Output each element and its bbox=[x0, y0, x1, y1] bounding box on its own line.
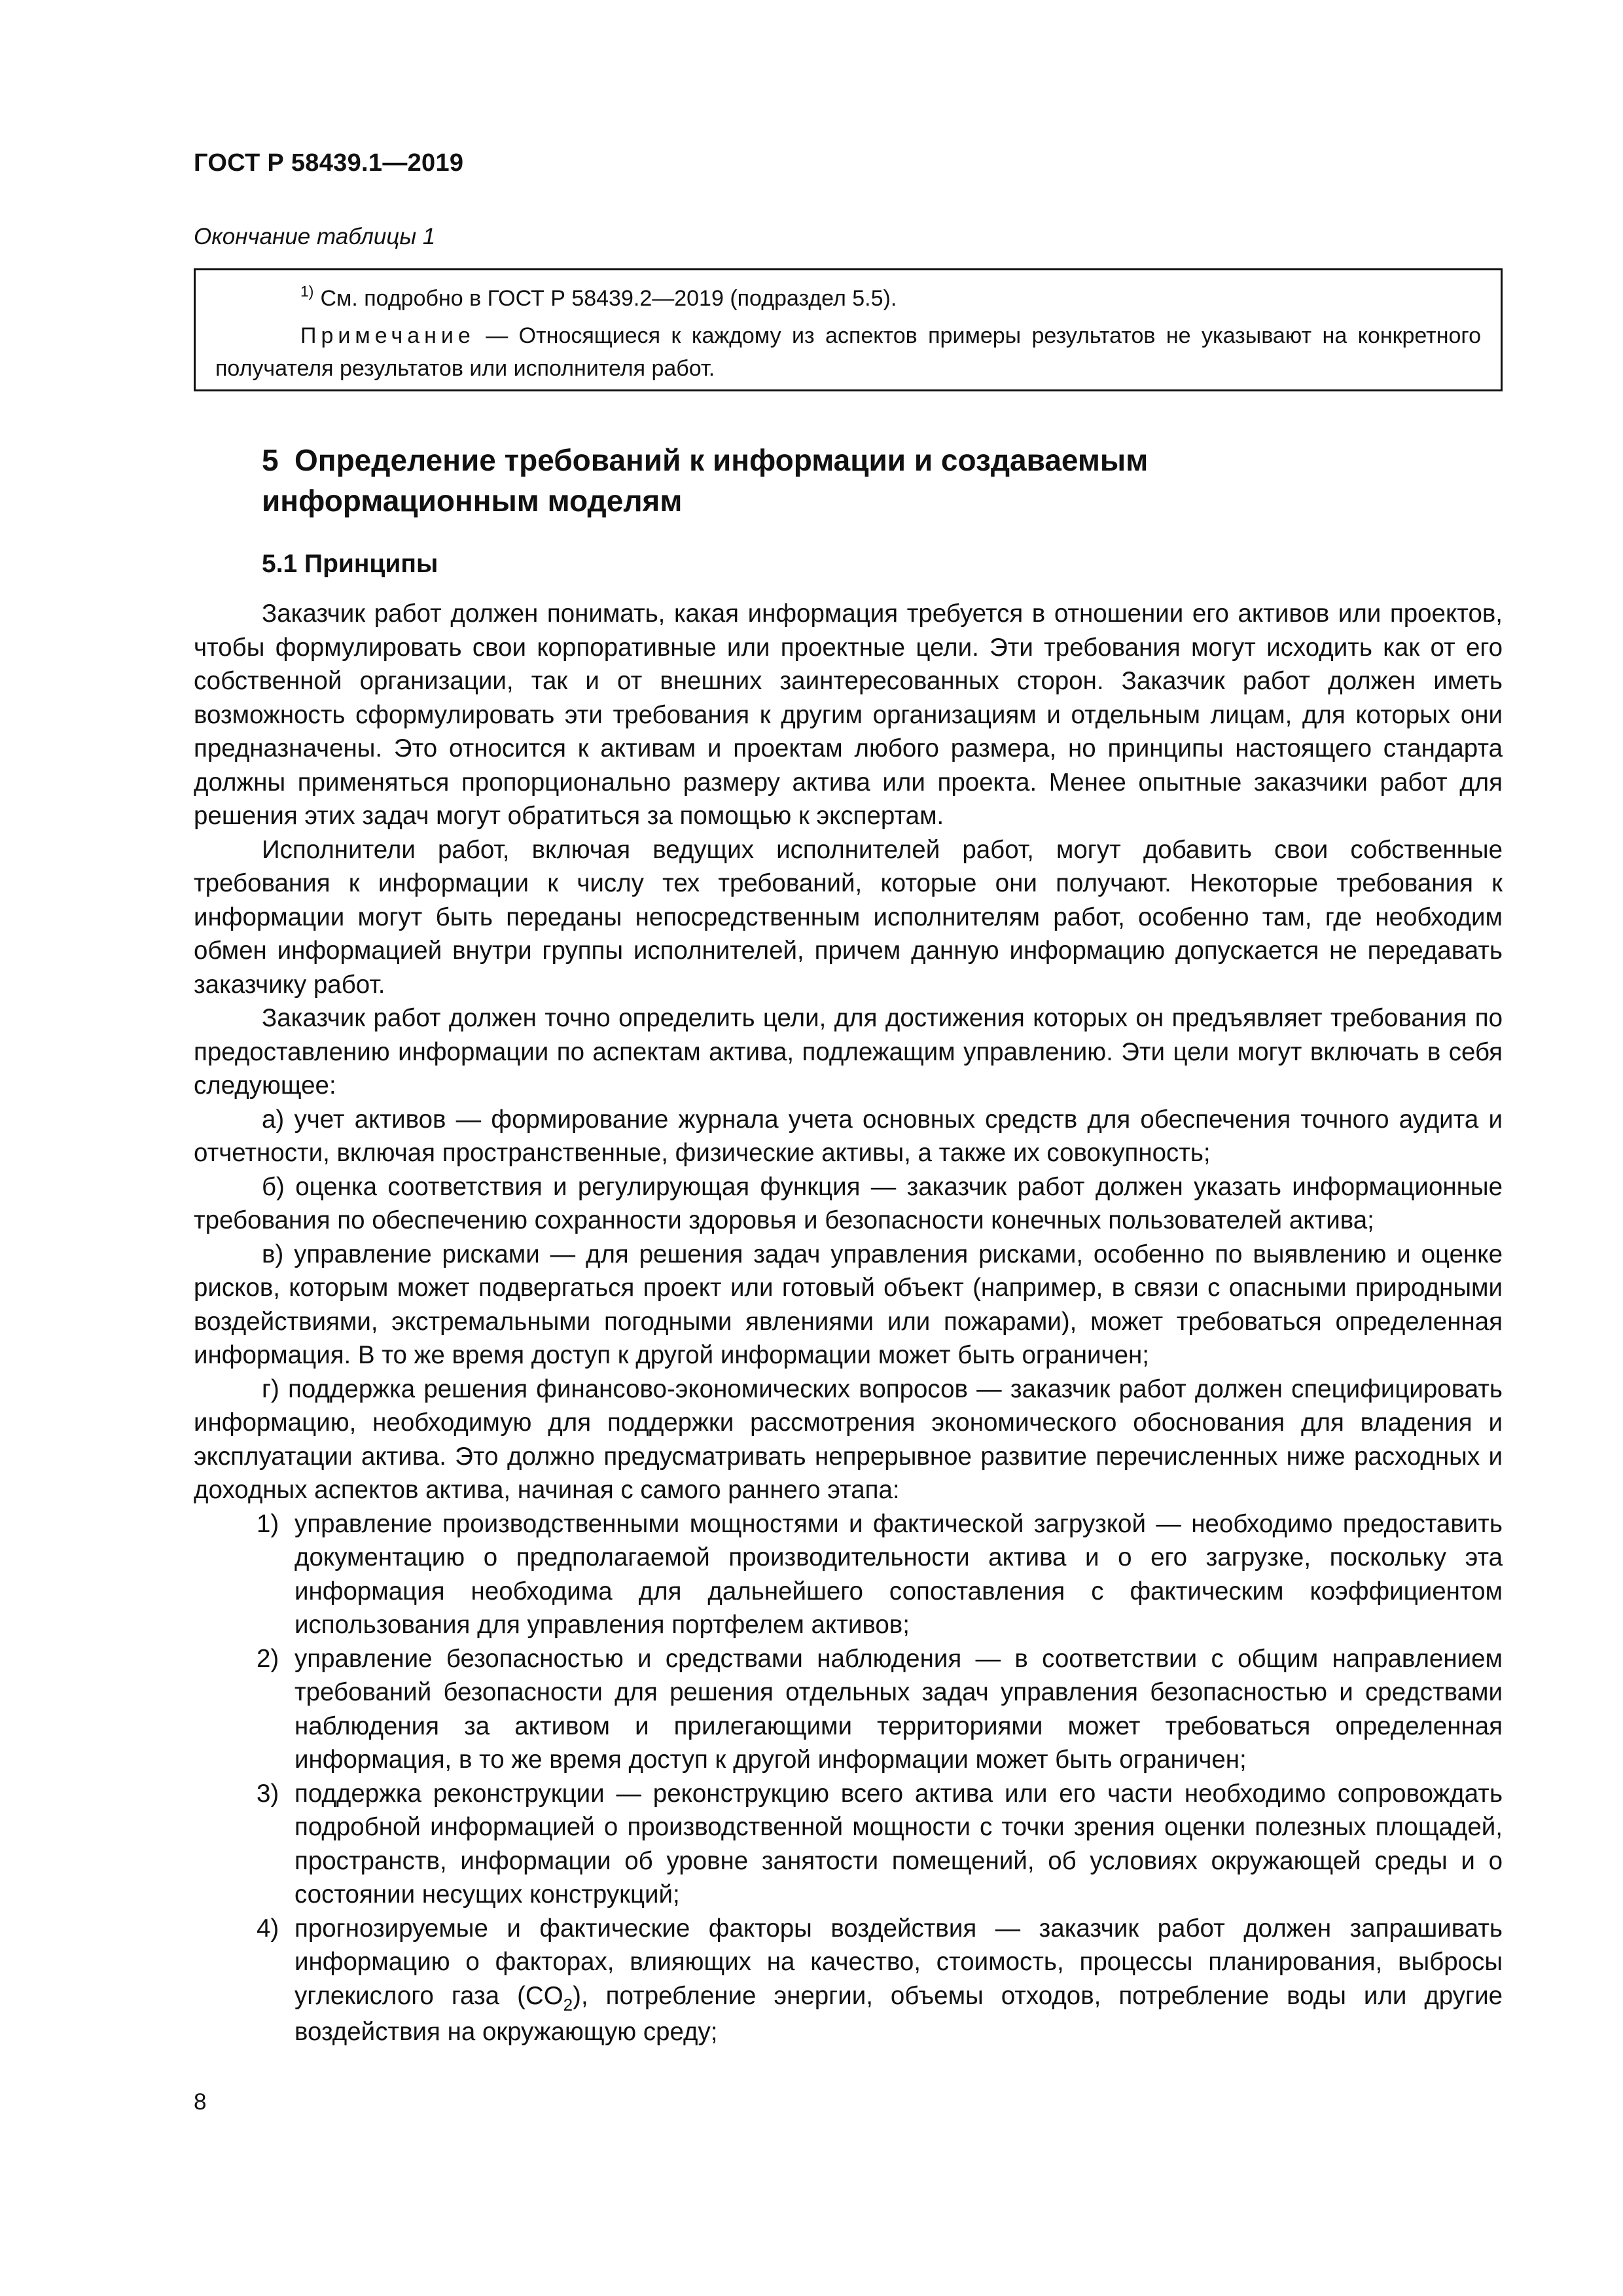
list-item-number: 3) bbox=[257, 1779, 279, 1808]
list-item-number: 2) bbox=[257, 1644, 279, 1673]
list-item bbox=[194, 1777, 1503, 1912]
paragraph: Заказчик работ должен понимать, какая информация требуется в отношении его активов или проектов, чтобы формулировать свои корпоративные или проектные цели. Эти требования могут исходить как от его собственной организации, так и от внешних заинтересованных сторон. Заказчик работ должен иметь возможность сформулировать эти требования к другим организациям и отдельным лицам, для которых они предназначены. Это относится к активам и проектам любого размера, но принципы настоящего стандарта должны применяться пропорционально размеру актива или проекта. Менее опытные заказчики работ для решения этих задач могут обратиться за помощью к экспертам. bbox=[194, 600, 1503, 830]
section-title-line2: информационным моделям bbox=[262, 484, 683, 518]
paragraph-item-g: г) поддержка решения финансово-экономических вопросов — заказчик работ должен специфицировать информацию, необходимую для поддержки рассмотрения экономического обоснования для владения и эксплуатации актива. Это должно предусматривать непрерывное развитие перечисленных ниже расходных и доходных аспектов актива, начиная с самого раннего этапа: bbox=[194, 1374, 1503, 1504]
section-number: 5 bbox=[262, 443, 279, 477]
list-item-text-after: ), потребление энергии, объемы отходов, потребление воды или другие воздействия на окружающую среду; bbox=[294, 1981, 1503, 2046]
subsection-heading: 5.1 Принципы bbox=[262, 550, 438, 578]
paragraph-item-v: в) управление рисками — для решения задач управления рисками, особенно по выявлению и оценке рисков, которым может подвергаться проект или готовый объект (например, в связи с опасными природными воздействиями, экстремальными погодными явлениями или пожарами), может требоваться определенная информация. В то же время доступ к другой информации может быть ограничен; bbox=[194, 1240, 1503, 1369]
list-item-text: управление безопасностью и средствами наблюдения — в соответствии с общим направлением требований безопасности для решения отдельных задач управления безопасностью и средствами наблюдения за активом и прилегающими территориями может требоваться определенная информация, в то же время доступ к другой информации может быть ограничен; bbox=[294, 1644, 1503, 1774]
table-footnote bbox=[215, 282, 1481, 317]
body-text bbox=[194, 597, 1503, 2049]
table-continuation-caption: Окончание таблицы 1 bbox=[194, 224, 436, 249]
table-note bbox=[215, 319, 1481, 385]
page-number: 8 bbox=[194, 2089, 207, 2115]
list-item-text: управление производственными мощностями и фактической загрузкой — необходимо предоставить документацию о предполагаемой производительности актива и о его загрузке, поскольку эта информация необходима для дальнейшего сопоставления с фактическим коэффициентом использования для управления портфелем активов; bbox=[294, 1509, 1503, 1639]
note-label: Примечание bbox=[300, 323, 475, 348]
list-item-text: поддержка реконструкции — реконструкцию всего актива или его части необходимо сопровождать подробной информацией о производственной мощности с точки зрения оценки полезных площадей, пространств, информации об уровне занятости помещений, об условиях окружающей среды и о состоянии несущих конструкций; bbox=[294, 1779, 1503, 1909]
paragraph-item-b: б) оценка соответствия и регулирующая функция — заказчик работ должен указать информационные требования по обеспечению сохранности здоровья и безопасности конечных пользователей актива; bbox=[194, 1172, 1503, 1234]
list-item bbox=[194, 1642, 1503, 1777]
footnote-text: См. подробно в ГОСТ Р 58439.2—2019 (подраздел 5.5). bbox=[320, 286, 897, 311]
table-footnote-box bbox=[194, 268, 1503, 391]
section-heading bbox=[262, 440, 1440, 521]
note-text: — Относящиеся к каждому из аспектов примеры результатов не указывают на конкретного получателя результатов или исполнителя работ. bbox=[215, 323, 1481, 381]
paragraph-item-a: а) учет активов — формирование журнала учета основных средств для обеспечения точного аудита и отчетности, включая пространственные, физические активы, а также их совокупность; bbox=[194, 1105, 1503, 1167]
list-item bbox=[194, 1912, 1503, 2049]
document-id: ГОСТ Р 58439.1—2019 bbox=[194, 149, 464, 177]
paragraph: Заказчик работ должен точно определить цели, для достижения которых он предъявляет требования по предоставлению информации по аспектам актива, подлежащим управлению. Эти цели могут включать в себя следующее: bbox=[194, 1004, 1503, 1100]
section-title-line1: Определение требований к информации и создаваемым bbox=[294, 443, 1149, 477]
list-item bbox=[194, 1507, 1503, 1642]
list-item-number: 1) bbox=[257, 1509, 279, 1538]
co2-subscript: 2 bbox=[563, 1994, 573, 2015]
paragraph: Исполнители работ, включая ведущих исполнителей работ, могут добавить свои собственные требования к информации к числу тех требований, которые они получают. Некоторые требования к информации могут быть переданы непосредственным исполнителям работ, особенно там, где необходим обмен информацией внутри группы исполнителей, причем данную информацию допускается не передавать заказчику работ. bbox=[194, 835, 1503, 999]
footnote-mark: 1) bbox=[300, 283, 314, 300]
list-item-text-before: прогнозируемые и фактические факторы воздействия — заказчик работ должен запрашивать информацию о факторах, влияющих на качество, стоимость, процессы планирования, выбросы углекислого газа (CO bbox=[294, 1914, 1503, 2010]
list-item-number: 4) bbox=[257, 1914, 279, 1943]
